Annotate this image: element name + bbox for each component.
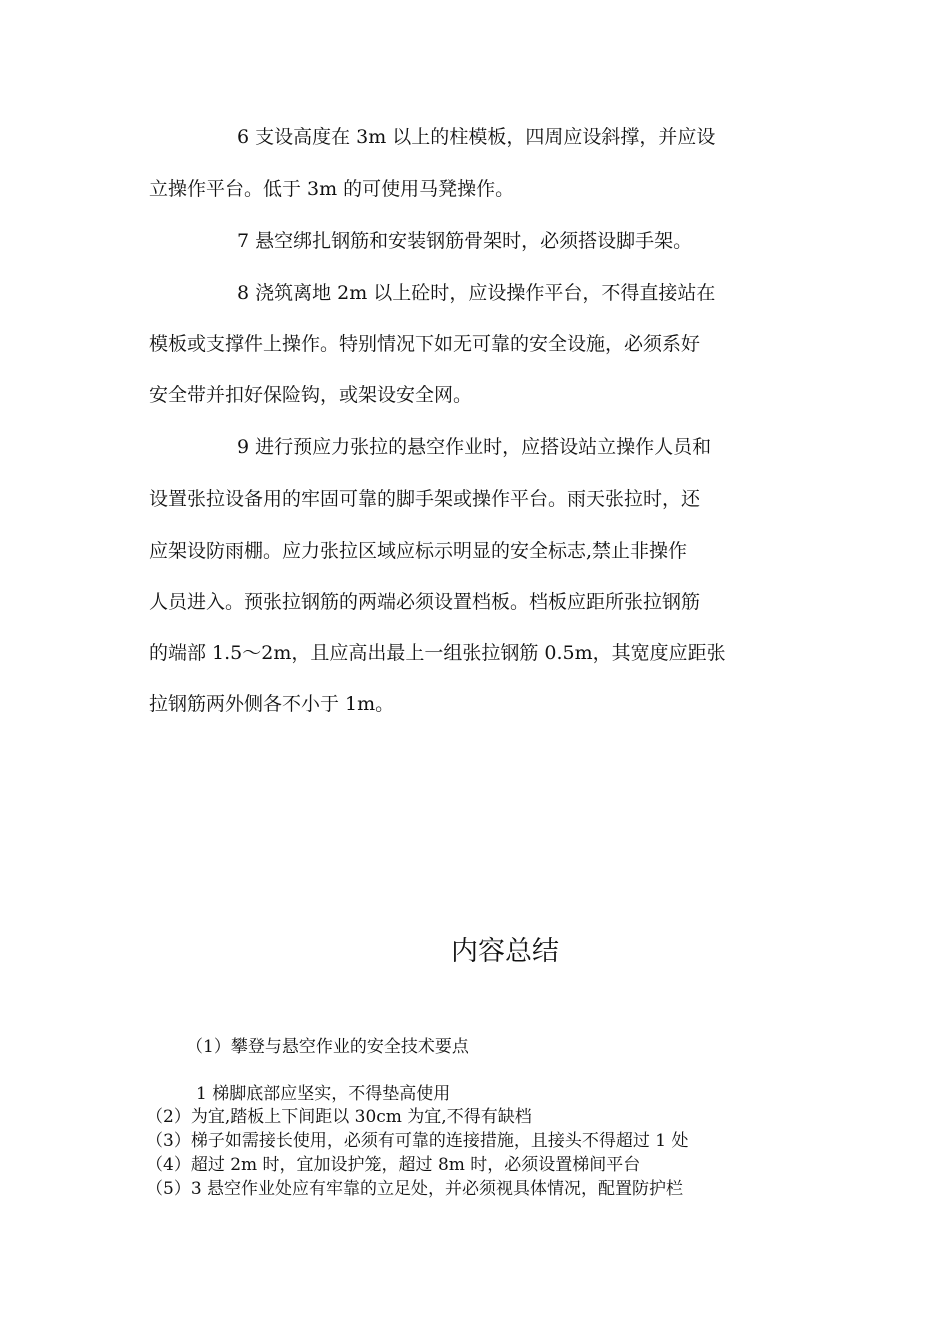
paragraph-9-line-6: 拉钢筋两外侧各不小于 1m。 (149, 693, 395, 715)
paragraph-9-line-2: 设置张拉设备用的牢固可靠的脚手架或操作平台。雨天张拉时，还 (149, 488, 701, 510)
summary-line-3: （3）梯子如需接长使用，必须有可靠的连接措施，且接头不得超过 1 处 (146, 1131, 689, 1151)
summary-line-5: （5）3 悬空作业处应有牢靠的立足处，并必须视具体情况，配置防护栏 (146, 1179, 684, 1199)
summary-title: 内容总结 (451, 936, 559, 967)
summary-line-2: （2）为宜,踏板上下间距以 30cm 为宜,不得有缺档 (146, 1107, 532, 1127)
paragraph-6-line-1: 6 支设高度在 3m 以上的柱模板，四周应设斜撑，并应设 (237, 126, 716, 148)
paragraph-9-line-4: 人员进入。预张拉钢筋的两端必须设置档板。档板应距所张拉钢筋 (149, 591, 701, 613)
summary-subtitle: （1）攀登与悬空作业的安全技术要点 (186, 1037, 469, 1057)
paragraph-9-line-5: 的端部 1.5～2m，且应高出最上一组张拉钢筋 0.5m，其宽度应距张 (149, 642, 726, 664)
paragraph-9-line-3: 应架设防雨棚。应力张拉区域应标示明显的安全标志,禁止非操作 (149, 540, 688, 562)
paragraph-8-line-1: 8 浇筑离地 2m 以上砼时，应设操作平台，不得直接站在 (237, 282, 716, 304)
paragraph-7-line-1: 7 悬空绑扎钢筋和安装钢筋骨架时，必须搭设脚手架。 (237, 230, 693, 252)
paragraph-8-line-2: 模板或支撑件上操作。特别情况下如无可靠的安全设施，必须系好 (149, 333, 701, 355)
summary-line-1: 1 梯脚底部应坚实，不得垫高使用 (196, 1084, 451, 1104)
paragraph-8-line-3: 安全带并扣好保险钩，或架设安全网。 (149, 384, 473, 406)
summary-line-4: （4）超过 2m 时，宜加设护笼，超过 8m 时，必须设置梯间平台 (146, 1155, 641, 1175)
paragraph-6-line-2: 立操作平台。低于 3m 的可使用马凳操作。 (149, 178, 515, 200)
paragraph-9-line-1: 9 进行预应力张拉的悬空作业时，应搭设站立操作人员和 (237, 436, 712, 458)
